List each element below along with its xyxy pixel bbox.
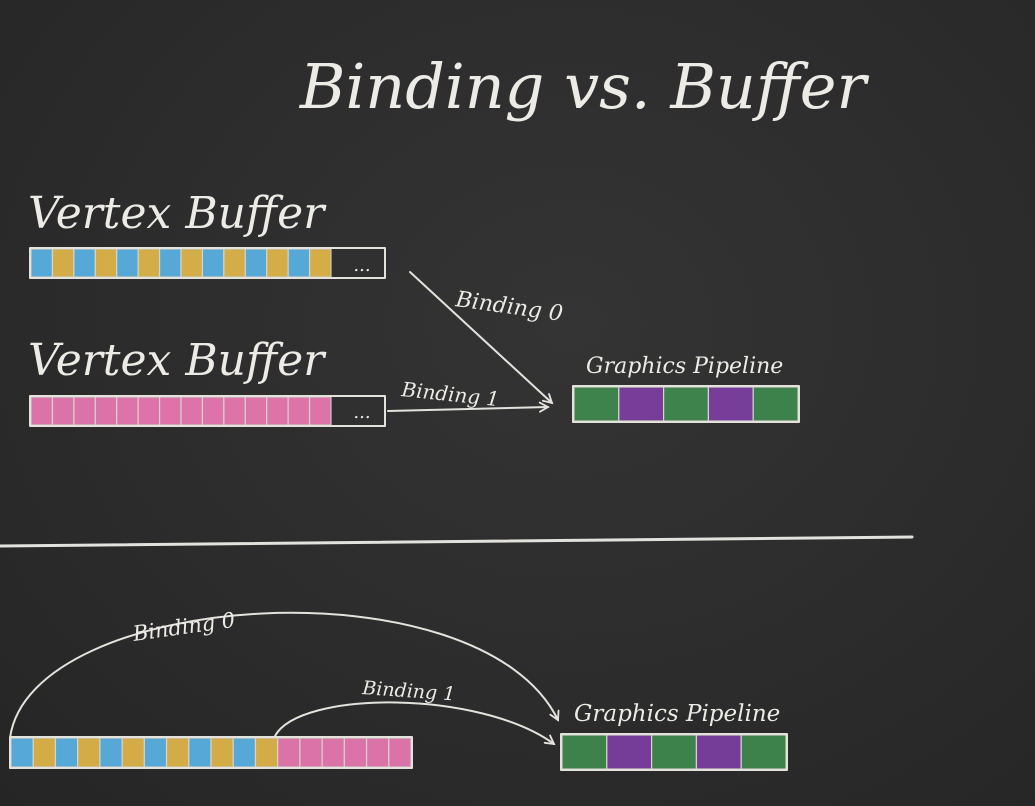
buffer-a-cell-yellow	[138, 249, 159, 277]
buffer-b-cell-pink	[117, 397, 138, 425]
buffer-b-cell-pink	[224, 397, 245, 425]
pipeline-bottom-cell-green	[741, 735, 786, 769]
buffer-a-cell-yellow	[181, 249, 202, 277]
pipeline-top-cell-green	[574, 387, 619, 421]
interleaved-cell-yellow	[122, 738, 144, 767]
interleaved-cell-pink	[344, 738, 366, 767]
section-divider	[0, 537, 912, 546]
vertex-buffer-a	[31, 249, 331, 277]
interleaved-cell-yellow	[255, 738, 277, 767]
interleaved-cell-blue	[11, 738, 33, 767]
buffer-b-cell-pink	[310, 397, 331, 425]
graphics-pipeline-top	[574, 387, 798, 421]
interleaved-cell-pink	[389, 738, 411, 767]
pipeline-bottom-cell-green	[562, 735, 607, 769]
binding-1-label-top: Binding 1	[400, 377, 501, 412]
buffer-b-cell-pink	[245, 397, 266, 425]
interleaved-cell-yellow	[211, 738, 233, 767]
interleaved-cell-blue	[100, 738, 122, 767]
interleaved-cell-yellow	[33, 738, 55, 767]
graphics-pipeline-label-bottom: Graphics Pipeline	[574, 701, 781, 727]
binding-1-label-bottom: Binding 1	[361, 677, 457, 706]
pipeline-top-cell-purple	[619, 387, 664, 421]
binding-0-label-top: Binding 0	[454, 287, 565, 327]
interleaved-cell-pink	[367, 738, 389, 767]
interleaved-cell-blue	[144, 738, 166, 767]
vertex-buffer-a-more: ...	[353, 255, 371, 276]
buffer-a-cell-blue	[288, 249, 309, 277]
buffer-b-cell-pink	[138, 397, 159, 425]
buffer-a-cell-blue	[117, 249, 138, 277]
pipeline-bottom-cell-purple	[696, 735, 741, 769]
buffer-a-cell-blue	[160, 249, 181, 277]
pipeline-top-cell-green	[664, 387, 709, 421]
pipeline-bottom-cell-purple	[607, 735, 652, 769]
interleaved-cell-pink	[278, 738, 300, 767]
vertex-buffer-b-more: ...	[353, 402, 371, 423]
buffer-a-cell-blue	[31, 249, 52, 277]
binding-0-arrow-bottom	[10, 613, 558, 738]
title: Binding vs. Buffer	[299, 50, 867, 123]
interleaved-cell-blue	[233, 738, 255, 767]
buffer-a-cell-yellow	[52, 249, 73, 277]
buffer-b-cell-pink	[95, 397, 116, 425]
buffer-a-cell-yellow	[224, 249, 245, 277]
buffer-b-cell-pink	[288, 397, 309, 425]
buffer-a-cell-yellow	[310, 249, 331, 277]
vertex-buffer-b	[31, 397, 331, 425]
buffer-b-cell-pink	[181, 397, 202, 425]
interleaved-cell-pink	[300, 738, 322, 767]
pipeline-bottom-cell-green	[652, 735, 697, 769]
buffer-b-cell-pink	[202, 397, 223, 425]
graphics-pipeline-bottom	[562, 735, 786, 769]
vertex-buffer-b-label: Vertex Buffer	[28, 335, 325, 386]
buffer-a-cell-yellow	[95, 249, 116, 277]
interleaved-cell-blue	[55, 738, 77, 767]
interleaved-cell-blue	[189, 738, 211, 767]
interleaved-cell-yellow	[167, 738, 189, 767]
buffer-b-cell-pink	[160, 397, 181, 425]
buffer-a-cell-blue	[74, 249, 95, 277]
buffer-b-cell-pink	[267, 397, 288, 425]
buffer-b-cell-pink	[52, 397, 73, 425]
buffer-a-cell-blue	[245, 249, 266, 277]
buffer-b-cell-pink	[74, 397, 95, 425]
graphics-pipeline-label-top: Graphics Pipeline	[586, 354, 784, 379]
buffer-a-cell-yellow	[267, 249, 288, 277]
buffer-b-cell-pink	[31, 397, 52, 425]
interleaved-cell-yellow	[78, 738, 100, 767]
interleaved-vertex-buffer	[11, 738, 411, 767]
buffer-a-cell-blue	[202, 249, 223, 277]
binding-0-label-bottom: Binding 0	[131, 607, 237, 646]
vertex-buffer-a-label: Vertex Buffer	[28, 188, 325, 239]
pipeline-top-cell-purple	[708, 387, 753, 421]
interleaved-cell-pink	[322, 738, 344, 767]
pipeline-top-cell-green	[753, 387, 798, 421]
